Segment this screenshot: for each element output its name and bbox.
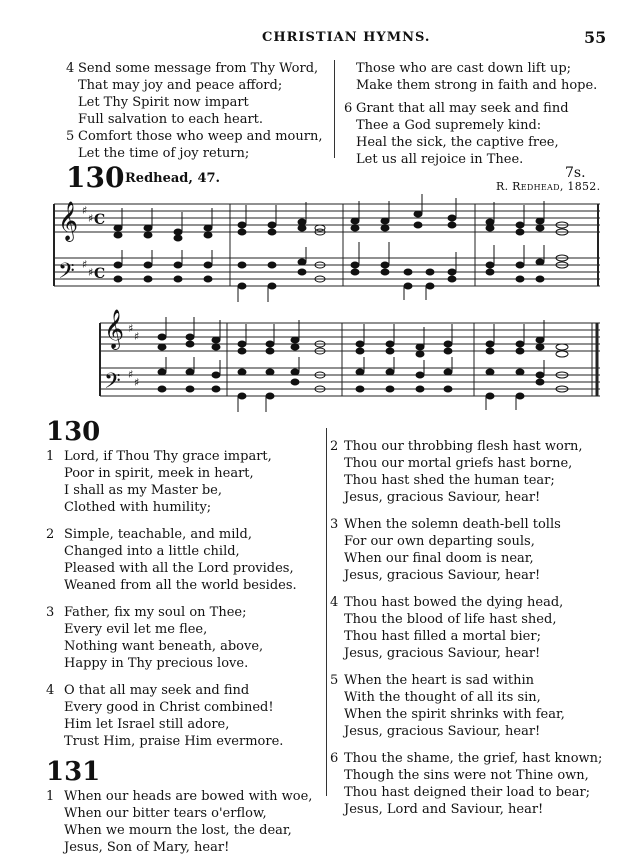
verse-line: That may joy and peace afford;: [78, 78, 283, 93]
staff-lines: [100, 368, 600, 396]
verse-line: Jesus, gracious Saviour, hear!: [344, 724, 541, 739]
composer: R. Redhead, 1852.: [496, 180, 601, 193]
running-title: CHRISTIAN HYMNS.: [262, 30, 431, 45]
verse-line: Let us all rejoice in Thee.: [356, 152, 524, 167]
verse-line: When our final doom is near,: [344, 551, 534, 566]
note-chord: [416, 327, 424, 357]
page-number: 55: [584, 28, 607, 47]
stanza: [66, 60, 328, 128]
treble-clef-icon: 𝄞: [58, 201, 79, 241]
stanza-number: 5: [330, 673, 339, 688]
svg-text:♯: ♯: [82, 258, 88, 271]
note-chord: [356, 324, 364, 354]
note-chord: [416, 360, 424, 392]
svg-text:♯: ♯: [134, 330, 140, 343]
verse-line: Every good in Christ combined!: [64, 700, 274, 715]
meter: 7s.: [565, 165, 586, 181]
stanza-number: 3: [330, 517, 339, 532]
note-chord: [174, 212, 182, 241]
verse-line: Weaned from all the world besides.: [64, 578, 297, 593]
stanza-number: 4: [330, 595, 339, 610]
note-chord: [486, 202, 494, 231]
verse-line: Jesus, gracious Saviour, hear!: [344, 490, 541, 505]
verse-line: Full salvation to each heart.: [78, 112, 264, 127]
note-chord: [114, 250, 122, 282]
stanza-number: 4: [66, 61, 75, 76]
common-time-icon: C: [94, 266, 106, 282]
hymn-130: [46, 418, 326, 856]
verse-line: Jesus, gracious Saviour, hear!: [344, 646, 541, 661]
stanza: [46, 788, 326, 856]
stanza-number: 2: [46, 527, 55, 542]
verse-line: When the heart is sad within: [344, 673, 534, 688]
note-chord: [536, 245, 544, 282]
stanza-number: 4: [46, 683, 55, 698]
common-time-icon: C: [94, 212, 106, 228]
verse-line: When our bitter tears o'erflow,: [64, 806, 267, 821]
verse-line: Poor in spirit, meek in heart,: [64, 466, 254, 481]
stanza: [330, 750, 620, 818]
verse-line: Him let Israel still adore,: [64, 717, 230, 732]
stanza: [330, 594, 620, 662]
treble-clef-icon: 𝄞: [104, 309, 125, 349]
note-chord: [186, 317, 194, 347]
note-chord: [536, 360, 544, 385]
hymn-number: 130: [46, 417, 101, 447]
note-chord: [486, 324, 494, 354]
stanza: [46, 448, 326, 516]
note-chord: [204, 250, 212, 282]
music-score: [50, 190, 610, 415]
note-chord: [174, 250, 182, 282]
stanza-number: [344, 60, 356, 94]
verse-line: Thou hast filled a mortal bier;: [344, 629, 541, 644]
verse-line: Thou our mortal griefs hast borne,: [344, 456, 573, 471]
verse-line: When the solemn death-bell tolls: [344, 517, 561, 532]
note-chord: [444, 324, 452, 354]
verse-line: Lord, if Thou Thy grace impart,: [64, 449, 272, 464]
svg-text:♯: ♯: [82, 204, 88, 217]
verse-line: Heal the sick, the captive free,: [356, 135, 559, 150]
verse-line: Though the sins were not Thine own,: [344, 768, 589, 783]
verse-line: Jesus, Son of Mary, hear!: [64, 840, 230, 855]
stanza-number: 5: [66, 129, 75, 144]
verse-line: Thou hast deigned their load to bear;: [344, 785, 591, 800]
verse-line: Every evil let me flee,: [64, 622, 208, 637]
stanza-number: 6: [344, 101, 353, 116]
column-divider: [326, 428, 327, 796]
svg-text:♯: ♯: [128, 368, 134, 381]
note-chord: [268, 205, 276, 235]
bass-clef-icon: 𝄢: [104, 369, 121, 399]
note-chord: [448, 198, 456, 228]
note-chord: [158, 357, 166, 392]
verse-line: Make them strong in faith and hope.: [356, 78, 598, 93]
note-chord: [291, 357, 299, 385]
stanza: [330, 516, 620, 584]
page-header: [0, 30, 640, 50]
stanza-number: 1: [46, 789, 55, 804]
verse-line: Grant that all may seek and find: [356, 101, 569, 116]
note-chord: [315, 225, 325, 235]
note-chord: [386, 357, 394, 392]
note-chord: [212, 360, 220, 392]
svg-text:♯: ♯: [88, 212, 94, 225]
staff-lines: [100, 323, 600, 351]
note-chord: [516, 205, 524, 235]
note-chord: [144, 250, 152, 282]
verse-line: Jesus, gracious Saviour, hear!: [344, 568, 541, 583]
verse-line: Let the time of joy return;: [78, 146, 250, 161]
prev-hymn-right-column: [344, 60, 620, 168]
note-chord: [114, 208, 122, 238]
verse-line: Jesus, Lord and Saviour, hear!: [344, 802, 544, 817]
note-chord: [356, 357, 364, 392]
verse-line: Let Thy Spirit now impart: [78, 95, 249, 110]
svg-text:♯: ♯: [128, 322, 134, 335]
note-chord: [238, 262, 246, 302]
verse-line: Happy in Thy precious love.: [64, 656, 249, 671]
verse-line: Trust Him, praise Him evermore.: [64, 734, 284, 749]
note-chord: [444, 357, 452, 392]
note-chord: [386, 324, 394, 354]
note-chord: [351, 201, 359, 231]
tune-name: Redhead, 47.: [125, 171, 221, 186]
note-chord: [516, 324, 524, 354]
verse-line: Pleased with all the Lord provides,: [64, 561, 294, 576]
stanza: [330, 672, 620, 740]
svg-text:♯: ♯: [88, 266, 94, 279]
verse-line: I shall as my Master be,: [64, 483, 223, 498]
verse-line: Those who are cast down lift up;: [356, 61, 572, 76]
stanza-number: 2: [330, 439, 339, 454]
verse-line: When our heads are bowed with woe,: [64, 789, 313, 804]
verse-line: When we mourn the lost, the dear,: [64, 823, 292, 838]
stanza: [46, 604, 326, 672]
note-chord: [238, 324, 246, 354]
verse-line: O that all may seek and find: [64, 683, 250, 698]
verse-line: Changed into a little child,: [64, 544, 240, 559]
note-chord: [204, 208, 212, 238]
verse-line: Clothed with humility;: [64, 500, 212, 515]
note-chord: [268, 262, 276, 302]
note-chord: [298, 202, 306, 231]
note-chord: [266, 324, 274, 354]
note-chord: [426, 269, 434, 300]
verse-line: Comfort those who weep and mourn,: [78, 129, 323, 144]
stanza: [344, 100, 620, 168]
column-divider: [334, 60, 335, 158]
verse-line: Thou hast shed the human tear;: [344, 473, 555, 488]
note-chord: [315, 341, 325, 354]
verse-line: For our own departing souls,: [344, 534, 535, 549]
note-chord: [291, 320, 299, 350]
notes: [114, 194, 568, 412]
note-chord: [556, 222, 568, 235]
bass-clef-icon: 𝄢: [58, 259, 75, 289]
note-chord: [186, 357, 194, 392]
hymn-number: 131: [46, 757, 101, 787]
verse-line: Send some message from Thy Word,: [78, 61, 319, 76]
verse-line: When the spirit shrinks with fear,: [344, 707, 565, 722]
stanza: [330, 438, 620, 506]
note-chord: [448, 252, 456, 282]
note-chord: [158, 317, 166, 350]
verse-line: Simple, teachable, and mild,: [64, 527, 253, 542]
note-chord: [144, 208, 152, 238]
stanza-number: 6: [330, 751, 339, 766]
verse-line: Father, fix my soul on Thee;: [64, 605, 247, 620]
stanza: [46, 526, 326, 594]
stanza: [46, 682, 326, 750]
note-chord: [212, 320, 220, 350]
verse-line: Nothing want beneath, above,: [64, 639, 264, 654]
verse-line: With the thought of all its sin,: [344, 690, 541, 705]
stanza: [344, 60, 620, 94]
verse-line: Thou our throbbing flesh hast worn,: [344, 439, 583, 454]
note-chord: [536, 201, 544, 231]
note-chord: [298, 247, 306, 275]
note-chord: [238, 205, 246, 235]
hymn-131-right-column: [330, 438, 620, 818]
stanza-number: 3: [46, 605, 55, 620]
stanza-number: 1: [46, 449, 55, 464]
verse-line: Thou the blood of life hast shed,: [344, 612, 557, 627]
tune-number: 130: [66, 161, 125, 194]
note-chord: [556, 255, 568, 268]
verse-line: Thee a God supremely kind:: [356, 118, 542, 133]
note-chord: [381, 201, 389, 231]
prev-hymn-left-column: [66, 60, 328, 162]
verse-line: Thou the shame, the grief, hast known;: [344, 751, 603, 766]
stanza: [66, 128, 328, 162]
note-chord: [516, 245, 524, 282]
note-chord: [404, 269, 412, 300]
verse-line: Thou hast bowed the dying head,: [344, 595, 564, 610]
note-chord: [536, 320, 544, 350]
note-chord: [486, 245, 494, 275]
svg-text:♯: ♯: [134, 376, 140, 389]
